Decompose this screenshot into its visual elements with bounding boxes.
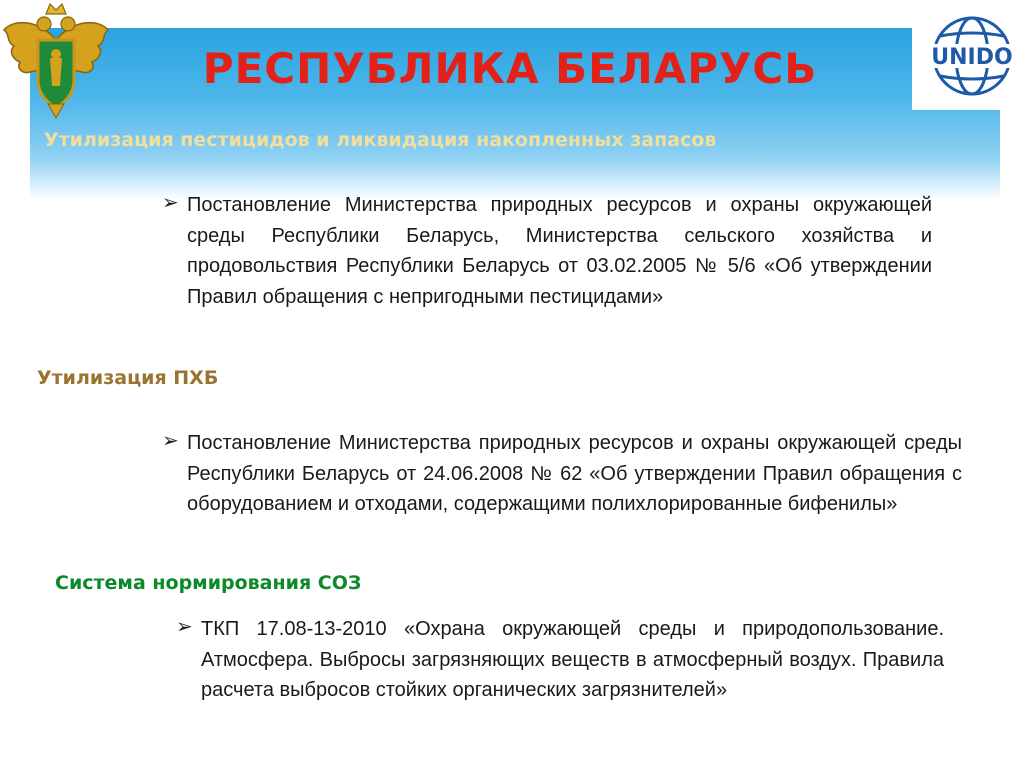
list-item [162,428,962,520]
page-subtitle: Утилизация пестицидов и ликвидация накопленных запасов [44,129,717,151]
unido-logo-text: UNIDO [931,45,1013,70]
coat-of-arms-emblem [0,0,112,120]
list-item-text: Постановление Министерства природных ресурсов и охраны окружающей среды Республики Беларусь, Министерства сельского хозяйства и продовольствия Республики Беларусь от 03.02.2005 № 5/6 «Об утверждении Правил обращения с непригодными пестицидами» [187,194,932,308]
list-item-text: Постановление Министерства природных ресурсов и охраны окружающей среды Республики Беларусь от 24.06.2008 № 62 «Об утверждении Правил обращения с оборудованием и отходами, содержащими полихлорированные бифенилы» [187,432,962,515]
page-title: РЕСПУБЛИКА БЕЛАРУСЬ [202,44,818,93]
bullet-arrow-icon: ➢ [176,616,193,638]
section-heading-pcb: Утилизация ПХБ [37,367,219,389]
bullet-arrow-icon: ➢ [162,430,179,452]
list-item [176,614,944,706]
un-globe-icon [912,0,1024,110]
list-item-text: ТКП 17.08-13-2010 «Охрана окружающей среды и природопользование. Атмосфера. Выбросы загрязняющих веществ в атмосферный воздух. Правила расчета выбросов стойких органических загрязнителей» [201,618,944,701]
bullet-arrow-icon: ➢ [162,192,179,214]
list-item [162,190,932,312]
unido-logo [912,0,1024,110]
section-heading-pop-norms: Система нормирования СОЗ [55,572,362,594]
